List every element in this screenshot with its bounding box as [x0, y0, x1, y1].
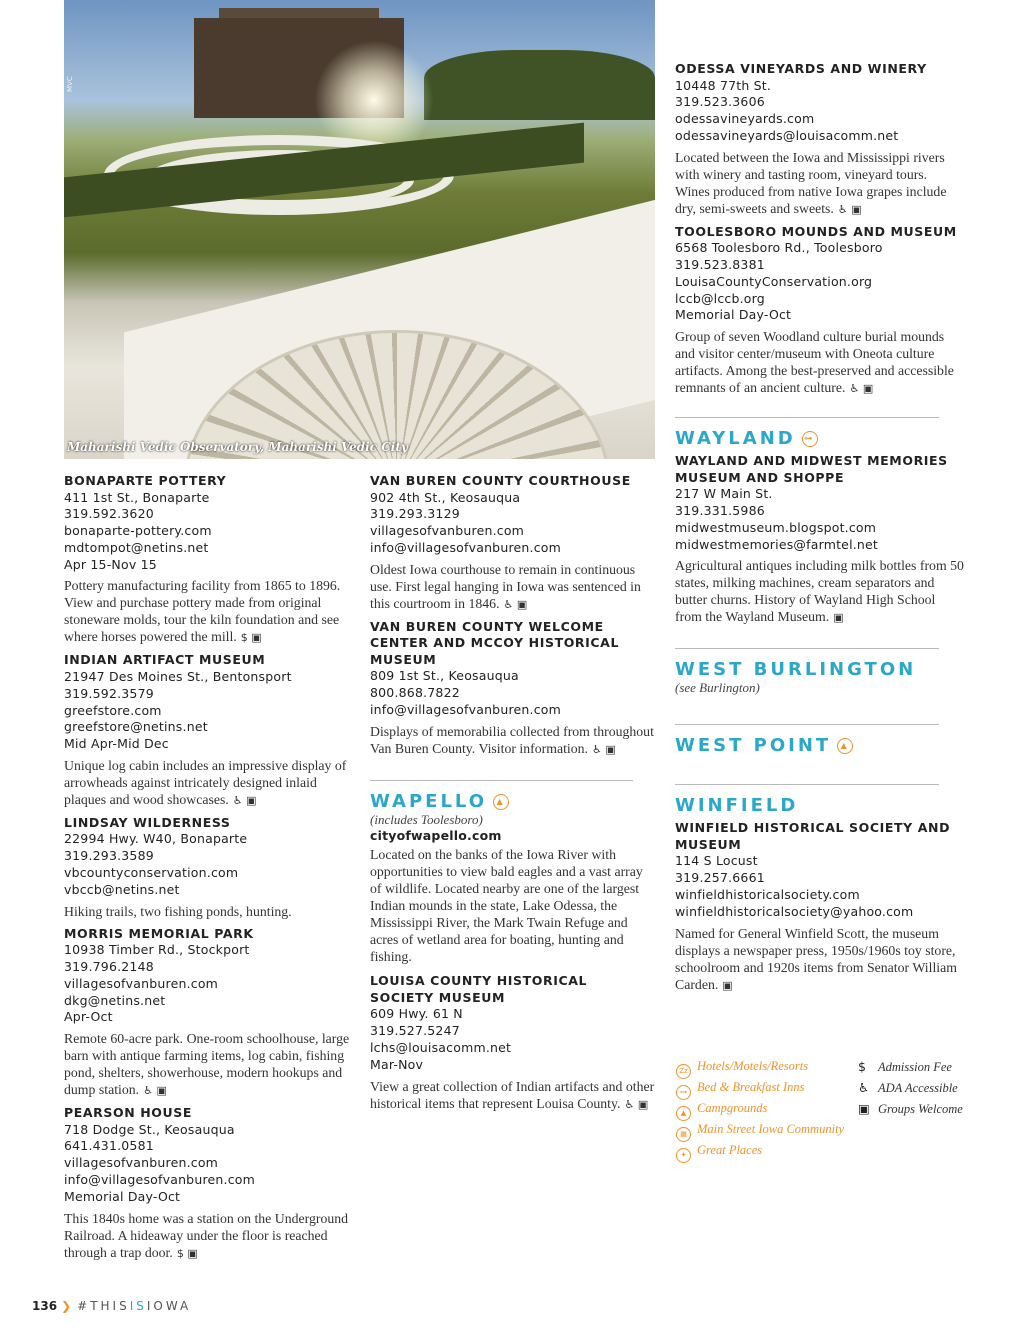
listing-link[interactable]: villagesofvanburen.com	[64, 975, 219, 991]
legend-item	[676, 1140, 844, 1161]
listing-detail: 319.293.3589	[64, 848, 154, 864]
listing	[370, 973, 655, 1112]
listing	[675, 453, 965, 626]
listing	[675, 61, 965, 218]
legend-item	[676, 1098, 844, 1119]
listing	[64, 926, 354, 1099]
column-3	[675, 61, 965, 1000]
listing-detail: 114 S Locust	[675, 853, 758, 869]
hash: #	[77, 1299, 91, 1313]
listing-detail: 809 1st St., Keosauqua	[370, 668, 519, 684]
listing-detail: 22994 Hwy. W40, Bonaparte	[64, 831, 248, 847]
listing-detail: Mid Apr-Mid Dec	[64, 736, 169, 752]
listing-detail: 800.868.7822	[370, 684, 460, 700]
legend-label: Bed & Breakfast Inns	[697, 1080, 805, 1094]
ada-accessible-icon: ♿	[858, 1080, 870, 1095]
listing-detail: 319.592.3579	[64, 685, 154, 701]
listing-link[interactable]: LouisaCountyConservation.org	[675, 273, 873, 289]
listing-link[interactable]: lccb@lccb.org	[675, 290, 765, 306]
legend-right	[858, 1056, 963, 1119]
listing-name: WAYLAND AND MIDWEST MEMORIES MUSEUM AND SHOPPE	[675, 453, 948, 485]
page-number: 136	[32, 1299, 58, 1313]
legend-label: Admission Fee	[878, 1060, 952, 1074]
town-description: Located on the banks of the Iowa River with opportunities to view bald eagles and a vast array of wildlife. Located nearby are one of the largest Indian mounds in the state, Lake Odessa, the Mississippi River, the Mark Twain Refuge and acres of wetland area for boating, hunting and fishing.	[370, 847, 643, 965]
town-heading: WINFIELD	[675, 795, 799, 817]
listing-description	[64, 577, 354, 646]
listing-link[interactable]: midwestmemories@farmtel.net	[675, 536, 879, 552]
legend-label: Great Places	[697, 1143, 763, 1157]
listing-link[interactable]: winfieldhistoricalsociety.com	[675, 886, 860, 902]
groups-welcome-icon: ▣	[858, 1101, 870, 1116]
listing-detail: Memorial Day-Oct	[64, 1188, 181, 1204]
listing-description-text: Unique log cabin includes an impressive display of arrowheads against intricately designed inlaid plaques and wood showcases.	[64, 757, 347, 807]
legend-label: Campgrounds	[697, 1101, 768, 1115]
listing-link[interactable]: odessavineyards@louisacomm.net	[675, 127, 899, 143]
listing-detail: 319.523.3606	[675, 94, 765, 110]
listing-detail: 411 1st St., Bonaparte	[64, 489, 210, 505]
listing-name: VAN BUREN COUNTY COURTHOUSE	[370, 473, 631, 488]
legend-label: Hotels/Motels/Resorts	[697, 1059, 809, 1073]
listing-detail: 10938 Timber Rd., Stockport	[64, 942, 250, 958]
listing-description	[64, 757, 354, 809]
listing-link[interactable]: greefstore@netins.net	[64, 719, 208, 735]
bed-breakfast-icon: ⊶	[802, 431, 818, 447]
listing-name: VAN BUREN COUNTY WELCOME CENTER AND MCCOY HISTORICAL MUSEUM	[370, 618, 620, 667]
listing-description-text: Group of seven Woodland culture burial mounds and visitor center/museum with Oneota culture artifacts. Among the best-preserved and accessible remnants of an ancient culture.	[675, 329, 954, 396]
legend-label: Groups Welcome	[878, 1102, 963, 1116]
amenity-icons: ▣	[722, 978, 733, 992]
legend-item	[858, 1098, 963, 1119]
listing-link[interactable]: bonaparte-pottery.com	[64, 523, 212, 539]
photo-caption: Maharishi Vedic Observatory, Maharishi Vedic City	[67, 440, 408, 454]
listing-detail: 217 W Main St.	[675, 486, 773, 502]
legend-item	[676, 1056, 844, 1077]
town-heading	[370, 791, 655, 812]
wapello-section	[370, 791, 655, 966]
listing-link[interactable]: mdtompot@netins.net	[64, 539, 209, 555]
legend-item	[858, 1077, 963, 1098]
listing-detail: 902 4th St., Keosauqua	[370, 489, 521, 505]
hero-photo	[64, 0, 655, 459]
col3-listings	[675, 61, 965, 397]
amenity-icons: ♿ ▣	[143, 1084, 167, 1098]
listing-description	[64, 903, 354, 920]
town-heading	[675, 735, 965, 756]
listing	[675, 224, 965, 397]
town-heading: WEST BURLINGTON	[675, 659, 917, 681]
listing-detail: 6568 Toolesboro Rd., Toolesboro	[675, 240, 883, 256]
listing-name: BONAPARTE POTTERY	[64, 473, 227, 488]
listing-description	[370, 723, 655, 758]
photo-credit: MVC	[66, 76, 74, 92]
main-street-icon: ▦	[676, 1127, 691, 1142]
tag-this: THIS	[90, 1299, 130, 1313]
town-title: WAPELLO	[370, 790, 488, 812]
bed-breakfast-icon: ⊶	[676, 1085, 691, 1100]
col3-listings-b	[675, 453, 965, 626]
chevron-right-icon: ❯	[61, 1299, 72, 1313]
listing-detail: Apr 15-Nov 15	[64, 556, 157, 572]
listing-detail: 319.592.3620	[64, 506, 154, 522]
column-1	[64, 473, 354, 1268]
amenity-icons: ♿ ▣	[624, 1097, 649, 1111]
amenity-icons: ♿ ▣	[592, 742, 616, 756]
listing-description-text: Named for General Winfield Scott, the museum displays a newspaper press, 1950s/1960s toy store, schoolroom and 1920s items from Senator William Carden.	[675, 925, 957, 992]
listing-link[interactable]: villagesofvanburen.com	[64, 1155, 219, 1171]
amenity-icons: ♿ ▣	[837, 202, 862, 216]
listing-description	[675, 557, 965, 626]
listing-description	[370, 1078, 655, 1113]
listing-detail: 10448 77th St.	[675, 77, 772, 93]
col2-listings-b	[370, 973, 655, 1112]
listing-link[interactable]: odessavineyards.com	[675, 111, 815, 127]
town-subtitle: (see Burlington)	[675, 680, 760, 696]
listing	[64, 652, 354, 808]
listing-name: INDIAN ARTIFACT MUSEUM	[64, 652, 266, 668]
listing-detail: Apr-Oct	[64, 1009, 113, 1025]
listing-description-text: Pottery manufacturing facility from 1865 to 1896. View and purchase pottery made from original stoneware molds, tour the kiln foundation and see where horses powered the mill.	[64, 578, 341, 645]
tag-iowa: IOWA	[146, 1299, 192, 1313]
town-title: WEST POINT	[675, 735, 832, 757]
listing-detail: Memorial Day-Oct	[675, 307, 792, 323]
column-2	[370, 473, 655, 1119]
listing	[64, 1105, 354, 1261]
listing	[370, 619, 655, 758]
listing-detail: 21947 Des Moines St., Bentonsport	[64, 668, 292, 684]
listing-detail: 718 Dodge St., Keosauqua	[64, 1121, 235, 1137]
listing-name: ODESSA VINEYARDS AND WINERY	[675, 61, 927, 76]
legend-item	[676, 1119, 844, 1140]
listing-link[interactable]: midwestmuseum.blogspot.com	[675, 519, 877, 535]
campground-icon: ▲	[493, 794, 509, 810]
amenity-icons: $ ▣	[240, 631, 262, 645]
listing-description-text: View a great collection of Indian artifacts and other historical items that represent Louisa County.	[370, 1078, 655, 1111]
legend-item	[858, 1056, 963, 1077]
listing-name: TOOLESBORO MOUNDS AND MUSEUM	[675, 223, 957, 239]
listing-name: MORRIS MEMORIAL PARK	[64, 925, 254, 941]
section-rule	[675, 648, 939, 649]
town-heading	[675, 428, 965, 449]
listing-link[interactable]: dkg@netins.net	[64, 992, 166, 1008]
listing-detail: 609 Hwy. 61 N	[370, 1006, 463, 1022]
listing-link[interactable]: lchs@louisacomm.net	[370, 1039, 512, 1055]
listing-description	[675, 149, 965, 218]
listing-description-text: Located between the Iowa and Mississippi rivers with winery and tasting room, vineyard tours. Wines produced from native Iowa grapes include dry, semi-sweets and sweets.	[675, 149, 947, 216]
listing	[64, 815, 354, 920]
listing-description	[675, 925, 965, 994]
town-website[interactable]: cityofwapello.com	[370, 827, 502, 843]
listing	[64, 473, 354, 646]
listing-description	[64, 1210, 354, 1262]
section-rule	[675, 417, 939, 418]
great-places-icon: ✦	[676, 1148, 691, 1163]
amenity-icons: ▣	[833, 611, 844, 625]
listing-link[interactable]: winfieldhistoricalsociety@yahoo.com	[675, 903, 914, 919]
listing-detail: 319.796.2148	[64, 958, 154, 974]
legend-item	[676, 1077, 844, 1098]
campground-icon: ▲	[676, 1106, 691, 1121]
admission-fee-icon: $	[858, 1059, 866, 1074]
listing-detail: Mar-Nov	[370, 1056, 424, 1072]
listing-link[interactable]: vbcountyconservation.com	[64, 865, 239, 881]
listing-description	[64, 1030, 354, 1099]
listing-detail: 319.331.5986	[675, 502, 765, 518]
listing-link[interactable]: villagesofvanburen.com	[370, 523, 525, 539]
listing-link[interactable]: vbccb@netins.net	[64, 881, 180, 897]
amenity-icons: $ ▣	[176, 1246, 198, 1260]
col2-listings	[370, 473, 655, 758]
listing-link[interactable]: greefstore.com	[64, 702, 162, 718]
listing	[675, 820, 965, 993]
section-rule	[675, 784, 939, 785]
listing-description-text: Displays of memorabilia collected from throughout Van Buren County. Visitor information.	[370, 723, 654, 756]
listing-description-text: This 1840s home was a station on the Underground Railroad. A hideaway under the floor is reached through a trap door.	[64, 1210, 349, 1260]
listing-detail: 319.257.6661	[675, 870, 765, 886]
section-rule	[675, 724, 939, 725]
legend-label: Main Street Iowa Community	[697, 1122, 845, 1136]
page-footer	[32, 1299, 191, 1313]
campground-icon: ▲	[837, 738, 853, 754]
amenity-icons: ♿ ▣	[232, 793, 257, 807]
listing-detail: 319.293.3129	[370, 506, 460, 522]
listing-description-text: Oldest Iowa courthouse to remain in continuous use. First legal hanging in Iowa was sentenced in this courtroom in 1846.	[370, 561, 641, 611]
listing-link[interactable]: info@villagesofvanburen.com	[370, 539, 561, 555]
listing-name: PEARSON HOUSE	[64, 1105, 193, 1121]
listing-detail: 319.527.5247	[370, 1023, 460, 1039]
listing-description-text: Remote 60-acre park. One-room schoolhouse, large barn with antique farming items, log cabin, fishing pond, shelters, showerhouse, modern hookups and dump station.	[64, 1031, 350, 1098]
listing-name: WINFIELD HISTORICAL SOCIETY AND MUSEUM	[675, 820, 951, 852]
town-subtitle: (includes Toolesboro)	[370, 811, 483, 827]
listing-detail: 641.431.0581	[64, 1138, 154, 1154]
listing-description	[370, 561, 655, 613]
section-rule	[370, 780, 633, 781]
listing-name: LINDSAY WILDERNESS	[64, 814, 231, 830]
legend-label: ADA Accessible	[878, 1081, 958, 1095]
listing-description	[675, 328, 965, 397]
listing-detail: 319.523.8381	[675, 256, 765, 272]
listing-name: LOUISA COUNTY HISTORICAL SOCIETY MUSEUM	[370, 973, 588, 1005]
town-title: WAYLAND	[675, 428, 796, 450]
listing-description-text: Agricultural antiques including milk bottles from 50 states, milking machines, cream separators and butter churns. History of Wayland High School from the Wayland Museum.	[675, 558, 964, 625]
photo-trees	[424, 50, 655, 120]
listing	[370, 473, 655, 613]
legend-left	[676, 1056, 844, 1161]
hotel-icon: Zz	[676, 1064, 691, 1079]
listing-link[interactable]: info@villagesofvanburen.com	[370, 701, 561, 717]
listing-description-text: Hiking trails, two fishing ponds, hunting.	[64, 903, 292, 919]
tag-is: IS	[129, 1299, 147, 1313]
amenity-icons: ♿ ▣	[849, 382, 874, 396]
col3-listings-c	[675, 820, 965, 993]
listing-link[interactable]: info@villagesofvanburen.com	[64, 1172, 255, 1188]
amenity-icons: ♿ ▣	[503, 597, 528, 611]
hashtag	[77, 1299, 191, 1313]
